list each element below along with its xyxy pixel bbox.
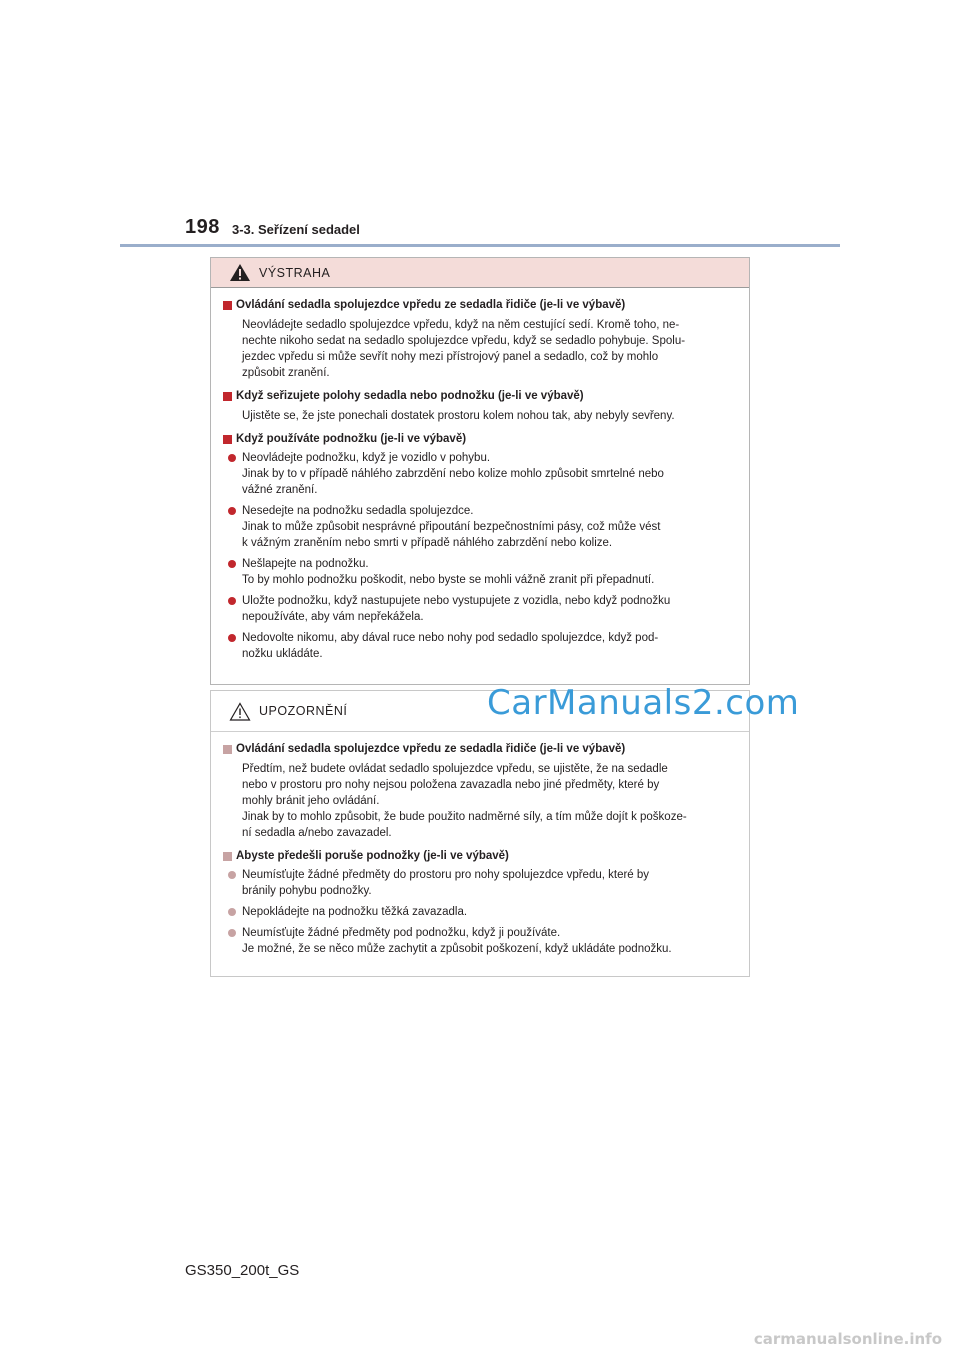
warning-section <box>223 388 743 424</box>
watermark-link[interactable]: CarManuals2.com <box>487 683 800 723</box>
list-item <box>223 904 743 920</box>
warning-box <box>210 257 750 685</box>
list-item <box>223 593 743 625</box>
list-item-text: Neovládejte podnožku, když je vozidlo v pohybu. Jinak by to v případě náhlého zabrzdění nebo kolize mohlo způsobit smrtelné nebo vážné zranění. <box>242 452 664 496</box>
list-item-text: Nešlapejte na podnožku. To by mohlo podnožku poškodit, nebo byste se mohli vážně zranit při přepadnutí. <box>242 558 655 586</box>
notice-section <box>223 848 743 957</box>
caution-triangle-icon <box>229 702 251 721</box>
square-bullet-icon <box>223 852 232 861</box>
round-bullet-icon <box>228 454 236 462</box>
list-item <box>223 450 743 498</box>
round-bullet-icon <box>228 908 236 916</box>
list-item <box>223 503 743 551</box>
list-item-text: Nedovolte nikomu, aby dával ruce nebo nohy pod sedadlo spolujezdce, když pod- nožku ukládáte. <box>242 632 659 660</box>
header-divider <box>120 244 840 247</box>
section-heading: Ovládání sedadla spolujezdce vpředu ze sedadla řidiče (je-li ve výbavě) <box>236 743 626 755</box>
section-text: Předtím, než budete ovládat sedadlo spolujezdce vpředu, se ujistěte, že na sedadle nebo v prostoru pro nohy nejsou položena zavazadla nebo jiné předměty, které by mohly bránit jeho ovládání. Jinak by to mohlo způsobit, že bude použito nadměrné síly, a tím může dojít k poškoze- ní sedadla a/nebo zavazadel. <box>242 763 687 839</box>
square-bullet-icon <box>223 745 232 754</box>
list-item <box>223 556 743 588</box>
warning-section <box>223 297 743 381</box>
round-bullet-icon <box>228 634 236 642</box>
page-number: 198 <box>185 216 220 238</box>
warning-header <box>211 258 749 288</box>
section-text: Neovládejte sedadlo spolujezdce vpředu, když na něm cestující sedí. Kromě toho, ne- nechte nikoho sedat na sedadlo spolujezdce vpředu, když se sedadlo pohybuje. Spolu- jezdec vpředu si může sevřít nohy mezi přístrojový panel a sedadlo, což by mohlo způsobit zranění. <box>242 319 686 379</box>
list-item-text: Uložte podnožku, když nastupujete nebo vystupujete z vozidla, nebo když podnožku nepoužíváte, aby vám nepřekážela. <box>242 595 671 623</box>
square-bullet-icon <box>223 392 232 401</box>
section-text: Ujistěte se, že jste ponechali dostatek prostoru kolem nohou tak, aby nebyly sevřeny. <box>242 410 675 422</box>
notice-box <box>210 690 750 977</box>
section-heading: Když používáte podnožku (je-li ve výbavě) <box>236 433 467 445</box>
warning-section <box>223 431 743 662</box>
site-watermark[interactable]: carmanualsonline.info <box>753 1330 942 1348</box>
square-bullet-icon <box>223 435 232 444</box>
list-item <box>223 867 743 899</box>
round-bullet-icon <box>228 929 236 937</box>
round-bullet-icon <box>228 871 236 879</box>
list-item <box>223 925 743 957</box>
round-bullet-icon <box>228 507 236 515</box>
list-item-text: Neumísťujte žádné předměty pod podnožku, když ji používáte. Je možné, že se něco může zachytit a způsobit poškození, když ukládáte podnožku. <box>242 927 672 955</box>
warning-triangle-icon <box>229 263 251 282</box>
list-item <box>223 630 743 662</box>
list-item-text: Nepokládejte na podnožku těžká zavazadla. <box>242 906 468 918</box>
list-item-text: Nesedejte na podnožku sedadla spolujezdce. Jinak to může způsobit nesprávné připoutání bezpečnostními pásy, což může vést k vážným zraněním nebo smrti v případě náhlého zabrzdění nebo kolize. <box>242 505 661 549</box>
section-heading: Když seřizujete polohy sedadla nebo podnožku (je-li ve výbavě) <box>236 390 584 402</box>
square-bullet-icon <box>223 301 232 310</box>
section-heading: Abyste předešli poruše podnožky (je-li ve výbavě) <box>236 850 509 862</box>
warning-label: VÝSTRAHA <box>259 265 331 280</box>
model-code: GS350_200t_GS <box>185 1262 300 1279</box>
section-heading: Ovládání sedadla spolujezdce vpředu ze sedadla řidiče (je-li ve výbavě) <box>236 299 626 311</box>
list-item-text: Neumísťujte žádné předměty do prostoru pro nohy spolujezdce vpředu, které by bránily pohybu podnožky. <box>242 869 650 897</box>
notice-section <box>223 741 743 841</box>
notice-label: UPOZORNĚNÍ <box>259 704 348 718</box>
section-title: 3-3. Seřízení sedadel <box>232 222 360 237</box>
round-bullet-icon <box>228 560 236 568</box>
round-bullet-icon <box>228 597 236 605</box>
